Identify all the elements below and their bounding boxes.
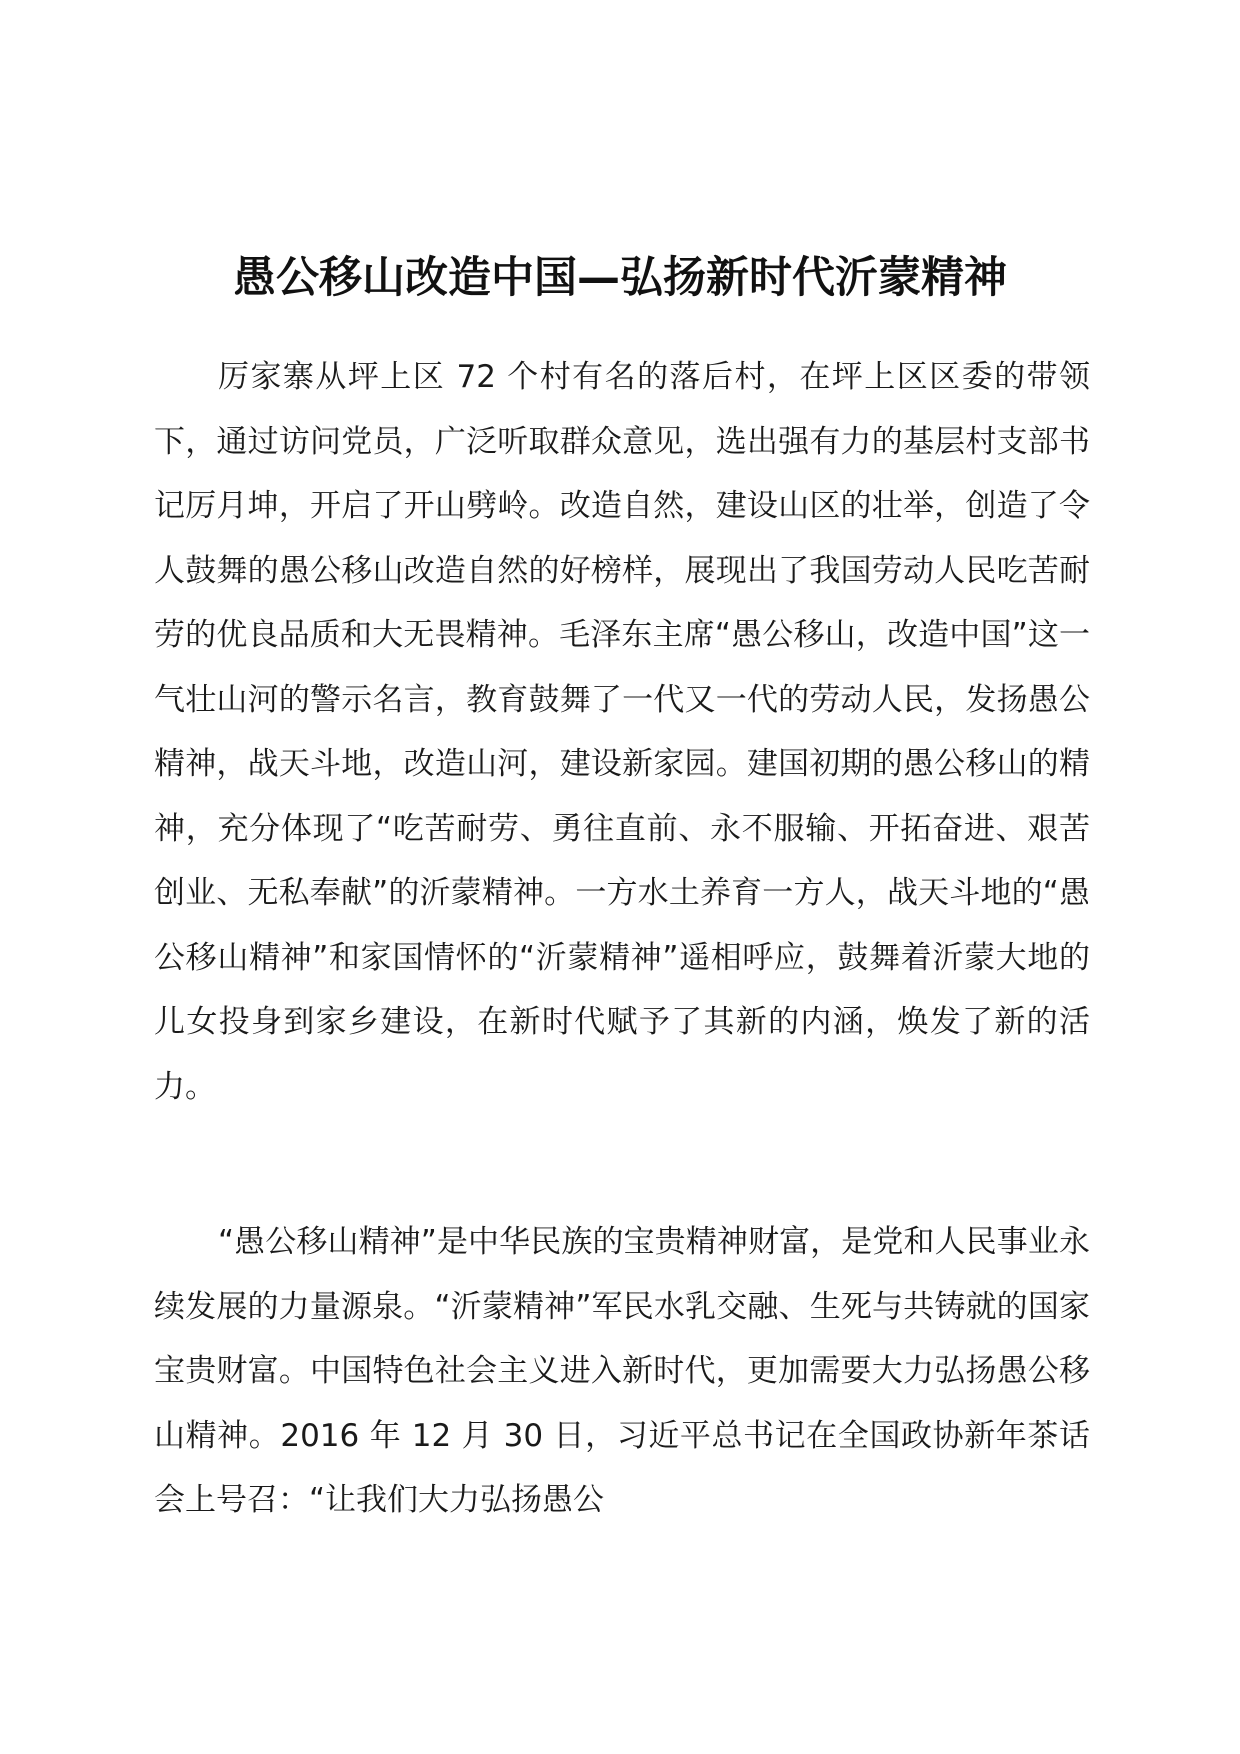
paragraph-1: 厉家寨从坪上区 72 个村有名的落后村，在坪上区区委的带领下，通过访问党员，广泛听取群众意见，选出强有力的基层村支部书记厉月坤，开启了开山劈岭。改造自然，建设山区的壮举，创造了令人鼓舞的愚公移山改造自然的好榜样，展现出了我国劳动人民吃苦耐劳的优良品质和大无畏精神。毛泽东主席“愚公移山，改造中国”这一气壮山河的警示名言，教育鼓舞了一代又一代的劳动人民，发扬愚公精神，战天斗地，改造山河，建设新家园。建国初期的愚公移山的精神，充分体现了“吃苦耐劳、勇往直前、永不服输、开拓奋进、艰苦创业、无私奉献”的沂蒙精神。一方水土养育一方人，战天斗地的“愚公移山精神”和家国情怀的“沂蒙精神”遥相呼应，鼓舞着沂蒙大地的儿女投身到家乡建设，在新时代赋予了其新的内涵，焕发了新的活力。 [154, 359, 1090, 1105]
document-title: 愚公移山改造中国—弘扬新时代沂蒙精神 [233, 253, 1007, 303]
paragraph-2: “愚公移山精神”是中华民族的宝贵精神财富，是党和人民事业永续发展的力量源泉。“沂蒙精神”军民水乳交融、生死与共铸就的国家宝贵财富。中国特色社会主义进入新时代，更加需要大力弘扬愚公移山精神。2016 年 12 月 30 日，习近平总书记在全国政协新年茶话会上号召：“让我们大力弘扬愚公 [154, 1224, 1090, 1518]
